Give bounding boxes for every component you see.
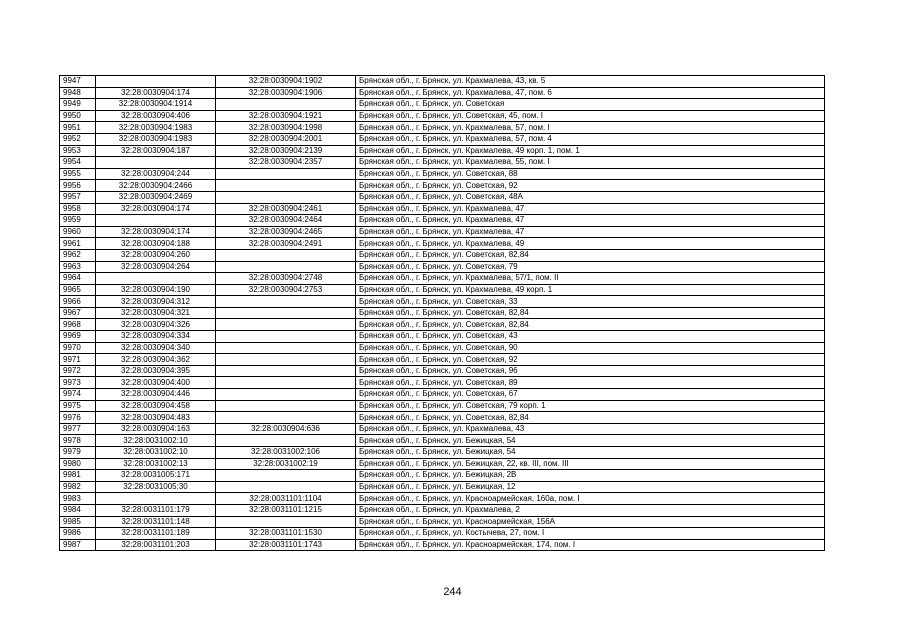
row-number-cell: 9972 [60, 365, 96, 377]
object-cadastral-number-cell: 32:28:0030904:2748 [216, 273, 356, 285]
table-body [60, 76, 825, 551]
table-row [60, 331, 825, 343]
object-cadastral-number-cell [216, 319, 356, 331]
object-cadastral-number-cell [216, 168, 356, 180]
address-cell: Брянская обл., г. Брянск, ул. Советская, 90 [356, 342, 825, 354]
object-cadastral-number-cell [216, 516, 356, 528]
table-row [60, 122, 825, 134]
address-cell: Брянская обл., г. Брянск, ул. Советская, 92 [356, 354, 825, 366]
parcel-cadastral-number-cell: 32:28:0030904:1983 [96, 133, 216, 145]
table-row [60, 76, 825, 88]
address-cell: Брянская обл., г. Брянск, ул. Советская, 79 [356, 261, 825, 273]
parcel-cadastral-number-cell: 32:28:0031101:203 [96, 539, 216, 551]
parcel-cadastral-number-cell: 32:28:0031101:148 [96, 516, 216, 528]
row-number-cell: 9975 [60, 400, 96, 412]
object-cadastral-number-cell: 32:28:0030904:2461 [216, 203, 356, 215]
parcel-cadastral-number-cell: 32:28:0031101:179 [96, 504, 216, 516]
row-number-cell: 9982 [60, 481, 96, 493]
parcel-cadastral-number-cell [96, 215, 216, 227]
address-cell: Брянская обл., г. Брянск, ул. Крахмалева, 47 [356, 215, 825, 227]
parcel-cadastral-number-cell: 32:28:0031101:189 [96, 528, 216, 540]
table-row [60, 296, 825, 308]
row-number-cell: 9948 [60, 87, 96, 99]
object-cadastral-number-cell [216, 249, 356, 261]
object-cadastral-number-cell: 32:28:0030904:1998 [216, 122, 356, 134]
row-number-cell: 9969 [60, 331, 96, 343]
table-row [60, 423, 825, 435]
table-row [60, 389, 825, 401]
object-cadastral-number-cell: 32:28:0031002:106 [216, 447, 356, 459]
address-cell: Брянская обл., г. Брянск, ул. Советская, 33 [356, 296, 825, 308]
object-cadastral-number-cell: 32:28:0030904:2464 [216, 215, 356, 227]
object-cadastral-number-cell: 32:28:0030904:1906 [216, 87, 356, 99]
address-cell: Брянская обл., г. Брянск, ул. Бежицкая, 12 [356, 481, 825, 493]
object-cadastral-number-cell: 32:28:0031101:1215 [216, 504, 356, 516]
address-cell: Брянская обл., г. Брянск, ул. Бежицкая, 22, кв. III, пом. III [356, 458, 825, 470]
object-cadastral-number-cell [216, 377, 356, 389]
object-cadastral-number-cell [216, 354, 356, 366]
address-cell: Брянская обл., г. Брянск, ул. Красноармейская, 156А [356, 516, 825, 528]
row-number-cell: 9973 [60, 377, 96, 389]
object-cadastral-number-cell: 32:28:0030904:2139 [216, 145, 356, 157]
table-row [60, 470, 825, 482]
row-number-cell: 9951 [60, 122, 96, 134]
row-number-cell: 9987 [60, 539, 96, 551]
table-row [60, 504, 825, 516]
parcel-cadastral-number-cell [96, 273, 216, 285]
address-cell: Брянская обл., г. Брянск, ул. Красноармейская, 160а, пом. I [356, 493, 825, 505]
row-number-cell: 9956 [60, 180, 96, 192]
object-cadastral-number-cell [216, 412, 356, 424]
parcel-cadastral-number-cell: 32:28:0030904:1914 [96, 99, 216, 111]
parcel-cadastral-number-cell: 32:28:0030904:326 [96, 319, 216, 331]
parcel-cadastral-number-cell [96, 493, 216, 505]
object-cadastral-number-cell: 32:28:0030904:2001 [216, 133, 356, 145]
row-number-cell: 9966 [60, 296, 96, 308]
parcel-cadastral-number-cell: 32:28:0030904:264 [96, 261, 216, 273]
parcel-cadastral-number-cell: 32:28:0030904:458 [96, 400, 216, 412]
table-row [60, 99, 825, 111]
table-row [60, 133, 825, 145]
row-number-cell: 9981 [60, 470, 96, 482]
address-cell: Брянская обл., г. Брянск, ул. Крахмалева, 43, кв. 5 [356, 76, 825, 88]
address-cell: Брянская обл., г. Брянск, ул. Крахмалева, 43 [356, 423, 825, 435]
parcel-cadastral-number-cell: 32:28:0031002:10 [96, 435, 216, 447]
object-cadastral-number-cell [216, 470, 356, 482]
table-row [60, 180, 825, 192]
parcel-cadastral-number-cell: 32:28:0030904:334 [96, 331, 216, 343]
cadastral-table [59, 75, 825, 551]
parcel-cadastral-number-cell: 32:28:0030904:321 [96, 307, 216, 319]
parcel-cadastral-number-cell [96, 76, 216, 88]
table-row [60, 493, 825, 505]
address-cell: Брянская обл., г. Брянск, ул. Бежицкая, 54 [356, 447, 825, 459]
object-cadastral-number-cell: 32:28:0030904:2491 [216, 238, 356, 250]
table-row [60, 168, 825, 180]
object-cadastral-number-cell [216, 400, 356, 412]
table-row [60, 539, 825, 551]
address-cell: Брянская обл., г. Брянск, ул. Советская, 92 [356, 180, 825, 192]
parcel-cadastral-number-cell: 32:28:0030904:400 [96, 377, 216, 389]
object-cadastral-number-cell: 32:28:0030904:2753 [216, 284, 356, 296]
table-row [60, 261, 825, 273]
parcel-cadastral-number-cell: 32:28:0030904:2469 [96, 191, 216, 203]
row-number-cell: 9962 [60, 249, 96, 261]
address-cell: Брянская обл., г. Брянск, ул. Крахмалева, 57, пом. 4 [356, 133, 825, 145]
address-cell: Брянская обл., г. Брянск, ул. Советская, 45, пом. I [356, 110, 825, 122]
address-cell: Брянская обл., г. Брянск, ул. Советская, 96 [356, 365, 825, 377]
table-row [60, 400, 825, 412]
row-number-cell: 9949 [60, 99, 96, 111]
table-row [60, 528, 825, 540]
parcel-cadastral-number-cell: 32:28:0030904:362 [96, 354, 216, 366]
table-row [60, 273, 825, 285]
table-row [60, 435, 825, 447]
table-row [60, 191, 825, 203]
row-number-cell: 9957 [60, 191, 96, 203]
row-number-cell: 9979 [60, 447, 96, 459]
object-cadastral-number-cell: 32:28:0031101:1743 [216, 539, 356, 551]
row-number-cell: 9968 [60, 319, 96, 331]
parcel-cadastral-number-cell: 32:28:0030904:260 [96, 249, 216, 261]
object-cadastral-number-cell [216, 389, 356, 401]
table-row [60, 157, 825, 169]
row-number-cell: 9964 [60, 273, 96, 285]
table-row [60, 110, 825, 122]
row-number-cell: 9960 [60, 226, 96, 238]
row-number-cell: 9983 [60, 493, 96, 505]
address-cell: Брянская обл., г. Брянск, ул. Советская, 67 [356, 389, 825, 401]
parcel-cadastral-number-cell: 32:28:0031005:30 [96, 481, 216, 493]
address-cell: Брянская обл., г. Брянск, ул. Крахмалева, 2 [356, 504, 825, 516]
row-number-cell: 9971 [60, 354, 96, 366]
table-row [60, 238, 825, 250]
table-row [60, 354, 825, 366]
parcel-cadastral-number-cell: 32:28:0030904:312 [96, 296, 216, 308]
parcel-cadastral-number-cell: 32:28:0030904:340 [96, 342, 216, 354]
row-number-cell: 9986 [60, 528, 96, 540]
table-row [60, 215, 825, 227]
parcel-cadastral-number-cell [96, 157, 216, 169]
row-number-cell: 9967 [60, 307, 96, 319]
table-row [60, 87, 825, 99]
address-cell: Брянская обл., г. Брянск, ул. Советская [356, 99, 825, 111]
parcel-cadastral-number-cell: 32:28:0030904:174 [96, 226, 216, 238]
row-number-cell: 9961 [60, 238, 96, 250]
object-cadastral-number-cell: 32:28:0031101:1530 [216, 528, 356, 540]
object-cadastral-number-cell: 32:28:0030904:636 [216, 423, 356, 435]
table-row [60, 458, 825, 470]
object-cadastral-number-cell [216, 261, 356, 273]
parcel-cadastral-number-cell: 32:28:0030904:174 [96, 87, 216, 99]
parcel-cadastral-number-cell: 32:28:0030904:244 [96, 168, 216, 180]
address-cell: Брянская обл., г. Брянск, ул. Крахмалева, 47, пом. 6 [356, 87, 825, 99]
object-cadastral-number-cell [216, 435, 356, 447]
address-cell: Брянская обл., г. Брянск, ул. Крахмалева, 49 корп. 1, пом. 1 [356, 145, 825, 157]
parcel-cadastral-number-cell: 32:28:0030904:2466 [96, 180, 216, 192]
page-number: 244 [443, 586, 462, 598]
object-cadastral-number-cell: 32:28:0030904:2357 [216, 157, 356, 169]
row-number-cell: 9978 [60, 435, 96, 447]
address-cell: Брянская обл., г. Брянск, ул. Бежицкая, 54 [356, 435, 825, 447]
parcel-cadastral-number-cell: 32:28:0030904:1983 [96, 122, 216, 134]
parcel-cadastral-number-cell: 32:28:0030904:187 [96, 145, 216, 157]
parcel-cadastral-number-cell: 32:28:0030904:395 [96, 365, 216, 377]
object-cadastral-number-cell [216, 99, 356, 111]
row-number-cell: 9958 [60, 203, 96, 215]
table-row [60, 412, 825, 424]
address-cell: Брянская обл., г. Брянск, ул. Советская, 82,84 [356, 319, 825, 331]
address-cell: Брянская обл., г. Брянск, ул. Советская, 82,84 [356, 412, 825, 424]
address-cell: Брянская обл., г. Брянск, ул. Крахмалева, 57, пом. I [356, 122, 825, 134]
row-number-cell: 9974 [60, 389, 96, 401]
row-number-cell: 9954 [60, 157, 96, 169]
object-cadastral-number-cell: 32:28:0030904:2465 [216, 226, 356, 238]
object-cadastral-number-cell [216, 481, 356, 493]
address-cell: Брянская обл., г. Брянск, ул. Советская, 82,84 [356, 307, 825, 319]
table-row [60, 284, 825, 296]
address-cell: Брянская обл., г. Брянск, ул. Советская, 89 [356, 377, 825, 389]
address-cell: Брянская обл., г. Брянск, ул. Советская, 48А [356, 191, 825, 203]
parcel-cadastral-number-cell: 32:28:0030904:446 [96, 389, 216, 401]
row-number-cell: 9970 [60, 342, 96, 354]
parcel-cadastral-number-cell: 32:28:0030904:406 [96, 110, 216, 122]
object-cadastral-number-cell [216, 342, 356, 354]
address-cell: Брянская обл., г. Брянск, ул. Бежицкая, 2В [356, 470, 825, 482]
row-number-cell: 9955 [60, 168, 96, 180]
object-cadastral-number-cell [216, 191, 356, 203]
row-number-cell: 9985 [60, 516, 96, 528]
address-cell: Брянская обл., г. Брянск, ул. Крахмалева, 49 корп. 1 [356, 284, 825, 296]
object-cadastral-number-cell: 32:28:0031101:1104 [216, 493, 356, 505]
table-row [60, 447, 825, 459]
address-cell: Брянская обл., г. Брянск, ул. Крахмалева, 57/1, пом. II [356, 273, 825, 285]
row-number-cell: 9977 [60, 423, 96, 435]
object-cadastral-number-cell [216, 296, 356, 308]
row-number-cell: 9953 [60, 145, 96, 157]
table-row [60, 226, 825, 238]
parcel-cadastral-number-cell: 32:28:0030904:190 [96, 284, 216, 296]
address-cell: Брянская обл., г. Брянск, ул. Советская, 79 корп. 1 [356, 400, 825, 412]
address-cell: Брянская обл., г. Брянск, ул. Красноармейская, 174, пом. I [356, 539, 825, 551]
table-row [60, 342, 825, 354]
address-cell: Брянская обл., г. Брянск, ул. Крахмалева, 47 [356, 203, 825, 215]
row-number-cell: 9950 [60, 110, 96, 122]
parcel-cadastral-number-cell: 32:28:0030904:483 [96, 412, 216, 424]
row-number-cell: 9980 [60, 458, 96, 470]
table-row [60, 145, 825, 157]
address-cell: Брянская обл., г. Брянск, ул. Крахмалева, 47 [356, 226, 825, 238]
object-cadastral-number-cell: 32:28:0030904:1921 [216, 110, 356, 122]
row-number-cell: 9965 [60, 284, 96, 296]
row-number-cell: 9959 [60, 215, 96, 227]
table-row [60, 203, 825, 215]
document-table-container [59, 75, 824, 551]
parcel-cadastral-number-cell: 32:28:0031002:10 [96, 447, 216, 459]
parcel-cadastral-number-cell: 32:28:0030904:174 [96, 203, 216, 215]
object-cadastral-number-cell: 32:28:0030904:1902 [216, 76, 356, 88]
parcel-cadastral-number-cell: 32:28:0031005:171 [96, 470, 216, 482]
row-number-cell: 9947 [60, 76, 96, 88]
object-cadastral-number-cell [216, 180, 356, 192]
address-cell: Брянская обл., г. Брянск, ул. Советская, 82,84 [356, 249, 825, 261]
row-number-cell: 9976 [60, 412, 96, 424]
table-row [60, 249, 825, 261]
address-cell: Брянская обл., г. Брянск, ул. Костычева, 27, пом. I [356, 528, 825, 540]
table-row [60, 365, 825, 377]
parcel-cadastral-number-cell: 32:28:0030904:163 [96, 423, 216, 435]
row-number-cell: 9963 [60, 261, 96, 273]
object-cadastral-number-cell [216, 331, 356, 343]
table-row [60, 516, 825, 528]
address-cell: Брянская обл., г. Брянск, ул. Крахмалева, 49 [356, 238, 825, 250]
row-number-cell: 9952 [60, 133, 96, 145]
table-row [60, 307, 825, 319]
table-row [60, 377, 825, 389]
object-cadastral-number-cell [216, 307, 356, 319]
address-cell: Брянская обл., г. Брянск, ул. Советская, 43 [356, 331, 825, 343]
table-row [60, 319, 825, 331]
parcel-cadastral-number-cell: 32:28:0031002:13 [96, 458, 216, 470]
object-cadastral-number-cell [216, 365, 356, 377]
row-number-cell: 9984 [60, 504, 96, 516]
address-cell: Брянская обл., г. Брянск, ул. Советская, 88 [356, 168, 825, 180]
table-row [60, 481, 825, 493]
parcel-cadastral-number-cell: 32:28:0030904:188 [96, 238, 216, 250]
address-cell: Брянская обл., г. Брянск, ул. Крахмалева, 55, пом. I [356, 157, 825, 169]
object-cadastral-number-cell: 32:28:0031002:19 [216, 458, 356, 470]
